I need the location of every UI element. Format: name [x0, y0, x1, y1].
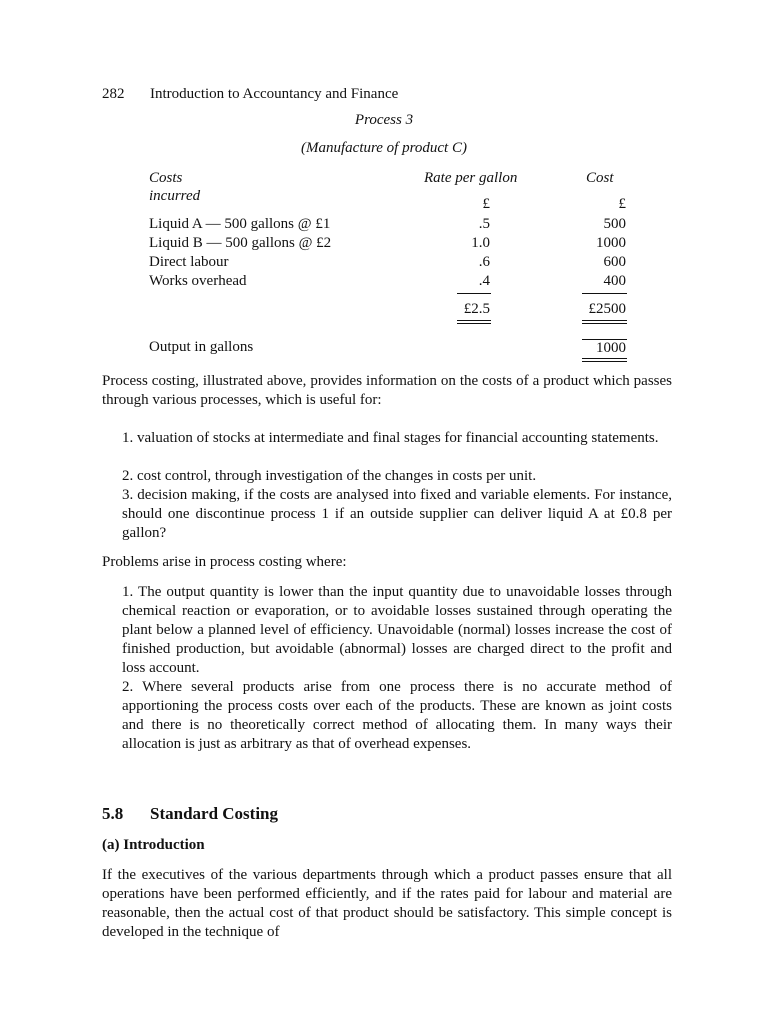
- col-heading-cost: Cost: [586, 170, 614, 186]
- row-cost: 400: [603, 273, 626, 289]
- rate-unit: £: [482, 196, 490, 212]
- row-rate: 1.0: [471, 235, 490, 251]
- col-heading-costs: Costs: [149, 170, 183, 186]
- row-cost: 500: [603, 216, 626, 232]
- row-label: Liquid B — 500 gallons @ £2: [149, 235, 332, 251]
- use-item: 3. decision making, if the costs are analysed into fixed and variable elements. For instance, should one discontinue process 1 if an outside supplier can deliver liquid A at £0.8 per gallon?: [122, 487, 672, 541]
- running-header: [102, 86, 398, 103]
- output-double-rule: [582, 358, 627, 359]
- total-rate: £2.5: [463, 301, 490, 317]
- problem-item: 2. Where several products arise from one process there is no accurate method of apportioning the process costs over each of the products. These are known as joint costs and there is no theoretically correct method of allocating them. In many ways their allocation is just as arbitrary as that of overhead expenses.: [122, 679, 672, 752]
- rate-subtotal-rule: [457, 293, 491, 294]
- output-label: Output in gallons: [149, 339, 254, 355]
- row-label: Works overhead: [149, 273, 247, 289]
- problem-item: 1. The output quantity is lower than the input quantity due to unavoidable losses through chemical reaction or evaporation, or to avoidable losses sustained through operating the plant below a planned level of efficiency. Unavoidable (normal) losses increase the cost of finished production, but avoidable (abnormal) losses are charged direct to the profit and loss account.: [122, 584, 672, 676]
- section-paragraph: If the executives of the various departments through which a product passes ensure that all operations have been performed efficiently, and if the rates paid for labour and material are reasonable, then the actual cost of that product should be satisfactory. This simple concept is developed in the technique of: [102, 867, 672, 940]
- subsection-heading: (a) Introduction: [102, 837, 205, 853]
- row-rate: .4: [478, 273, 490, 289]
- page-number: 282: [102, 86, 125, 102]
- col-heading-incurred: incurred: [149, 188, 201, 204]
- section-number: 5.8: [102, 804, 124, 823]
- cost-unit: £: [618, 196, 626, 212]
- use-item: 1. valuation of stocks at intermediate and final stages for financial accounting statements.: [122, 430, 659, 446]
- row-rate: .6: [478, 254, 490, 270]
- row-cost: 600: [603, 254, 626, 270]
- row-label: Liquid A — 500 gallons @ £1: [149, 216, 331, 232]
- rate-total-double-rule: [457, 323, 491, 324]
- use-item: 2. cost control, through investigation of the changes in costs per unit.: [122, 468, 537, 484]
- rate-total-double-rule: [457, 320, 491, 321]
- running-title: Introduction to Accountancy and Finance: [150, 86, 399, 102]
- col-heading-rate: Rate per gallon: [424, 170, 518, 186]
- process-title: Process 3: [354, 112, 414, 128]
- cost-total-double-rule: [582, 320, 627, 321]
- row-cost: 1000: [596, 235, 626, 251]
- section-heading: [102, 804, 278, 824]
- intro-paragraph: Process costing, illustrated above, provides information on the costs of a product which passes through various processes, which is useful for:: [102, 373, 672, 408]
- total-cost: £2500: [588, 301, 626, 317]
- row-rate: .5: [478, 216, 490, 232]
- output-value: 1000: [596, 340, 626, 356]
- problems-intro: Problems arise in process costing where:: [102, 554, 347, 570]
- section-title: Standard Costing: [150, 804, 279, 823]
- cost-subtotal-rule: [582, 293, 627, 294]
- row-label: Direct labour: [149, 254, 229, 270]
- cost-total-double-rule: [582, 323, 627, 324]
- process-subtitle: (Manufacture of product C): [301, 140, 467, 156]
- output-double-rule: [582, 361, 627, 362]
